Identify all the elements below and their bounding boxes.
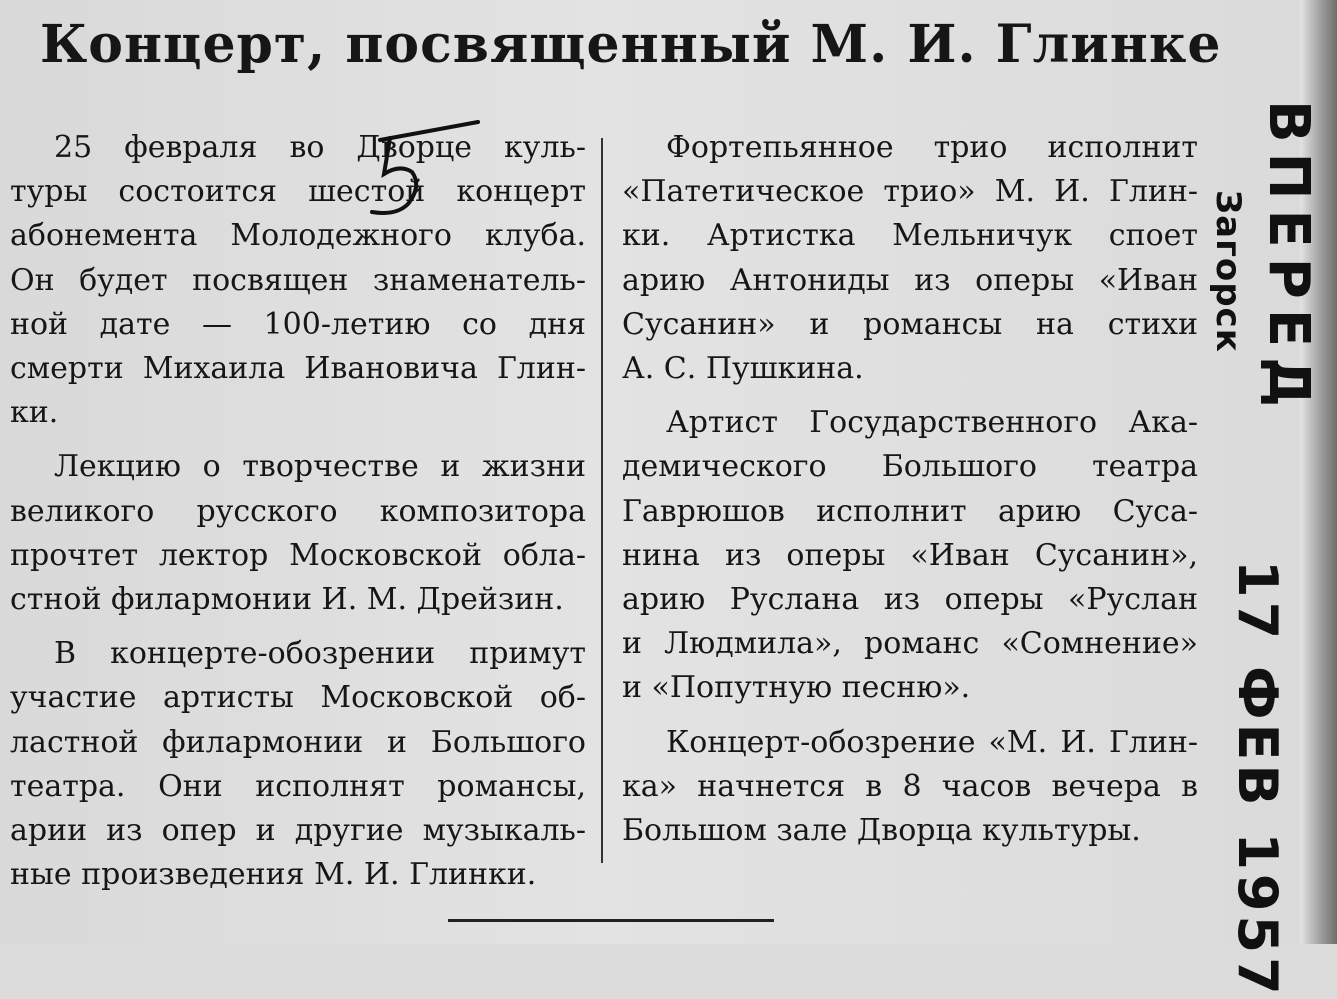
stamp-newspaper: ВПЕРЕД: [1256, 100, 1321, 417]
column-divider: [601, 138, 603, 863]
left-column: [10, 126, 586, 897]
text-line: смерти Михаила Ивановича Глин-: [10, 351, 586, 387]
article-title: Концерт, посвященный М. И. Глинке: [40, 14, 1222, 75]
paragraph: [622, 721, 1198, 854]
text-line: Сусанин» и романсы на стихи: [622, 306, 1198, 342]
text-line: театра. Они исполнят романсы,: [10, 768, 586, 804]
text-line: Фортепьянное трио исполнит: [666, 130, 1198, 165]
bottom-rule: [448, 919, 774, 922]
text-line: «Патетическое трио» М. И. Глин-: [622, 174, 1198, 210]
text-line: арию Руслана из оперы «Руслан: [622, 582, 1198, 618]
text-line: Он будет посвящен знаменатель-: [10, 262, 586, 298]
handwritten-mark: [360, 108, 500, 228]
text-line: арии из опер и другие музыкаль-: [10, 813, 586, 849]
text-line: Лекцию о творчестве и жизни: [54, 449, 586, 485]
text-line: прочтет лектор Московской обла-: [10, 537, 586, 573]
text-line: абонемента Молодежного клуба.: [10, 218, 586, 254]
text-line: арию Антониды из оперы «Иван: [622, 262, 1198, 298]
right-column: [622, 126, 1198, 853]
text-line: Большом зале Дворца культуры.: [622, 813, 1141, 849]
text-line: ные произведения М. И. Глинки.: [10, 857, 537, 893]
text-line: участие артисты Московской об-: [10, 680, 586, 716]
text-line: В концерте-обозрении примут: [54, 636, 586, 672]
text-line: ной дате — 100-летию со дня: [10, 306, 586, 342]
paragraph: [622, 401, 1198, 710]
paragraph: [10, 445, 586, 622]
text-line: А. С. Пушкина.: [622, 351, 864, 387]
text-line: ки. Артистка Мельничук споет: [622, 218, 1198, 254]
text-line: и «Попутную песню».: [622, 670, 971, 706]
text-line: 25 февраля во Дворце куль-: [54, 130, 586, 165]
text-line: ки.: [10, 395, 59, 431]
paragraph: [10, 632, 586, 897]
text-line: ка» начнется в 8 часов вечера в: [622, 768, 1198, 804]
text-line: великого русского композитора: [10, 493, 586, 529]
text-line: нина из оперы «Иван Сусанин»,: [622, 537, 1198, 573]
paragraph: [622, 126, 1198, 391]
text-line: туры состоится шестой концерт: [10, 174, 586, 210]
text-line: Гаврюшов исполнит арию Суса-: [622, 493, 1198, 529]
stamp-location: Загорск: [1208, 190, 1248, 353]
text-line: демического Большого театра: [622, 449, 1198, 485]
stamp-date: 17 ФЕВ 1957: [1226, 560, 1289, 999]
text-line: стной филармонии И. М. Дрейзин.: [10, 582, 564, 618]
text-line: ластной филармонии и Большого: [10, 724, 586, 760]
text-line: и Людмила», романс «Сомнение»: [622, 626, 1198, 662]
text-line: Артист Государственного Ака-: [666, 405, 1198, 441]
text-line: Концерт-обозрение «М. И. Глин-: [666, 724, 1198, 760]
